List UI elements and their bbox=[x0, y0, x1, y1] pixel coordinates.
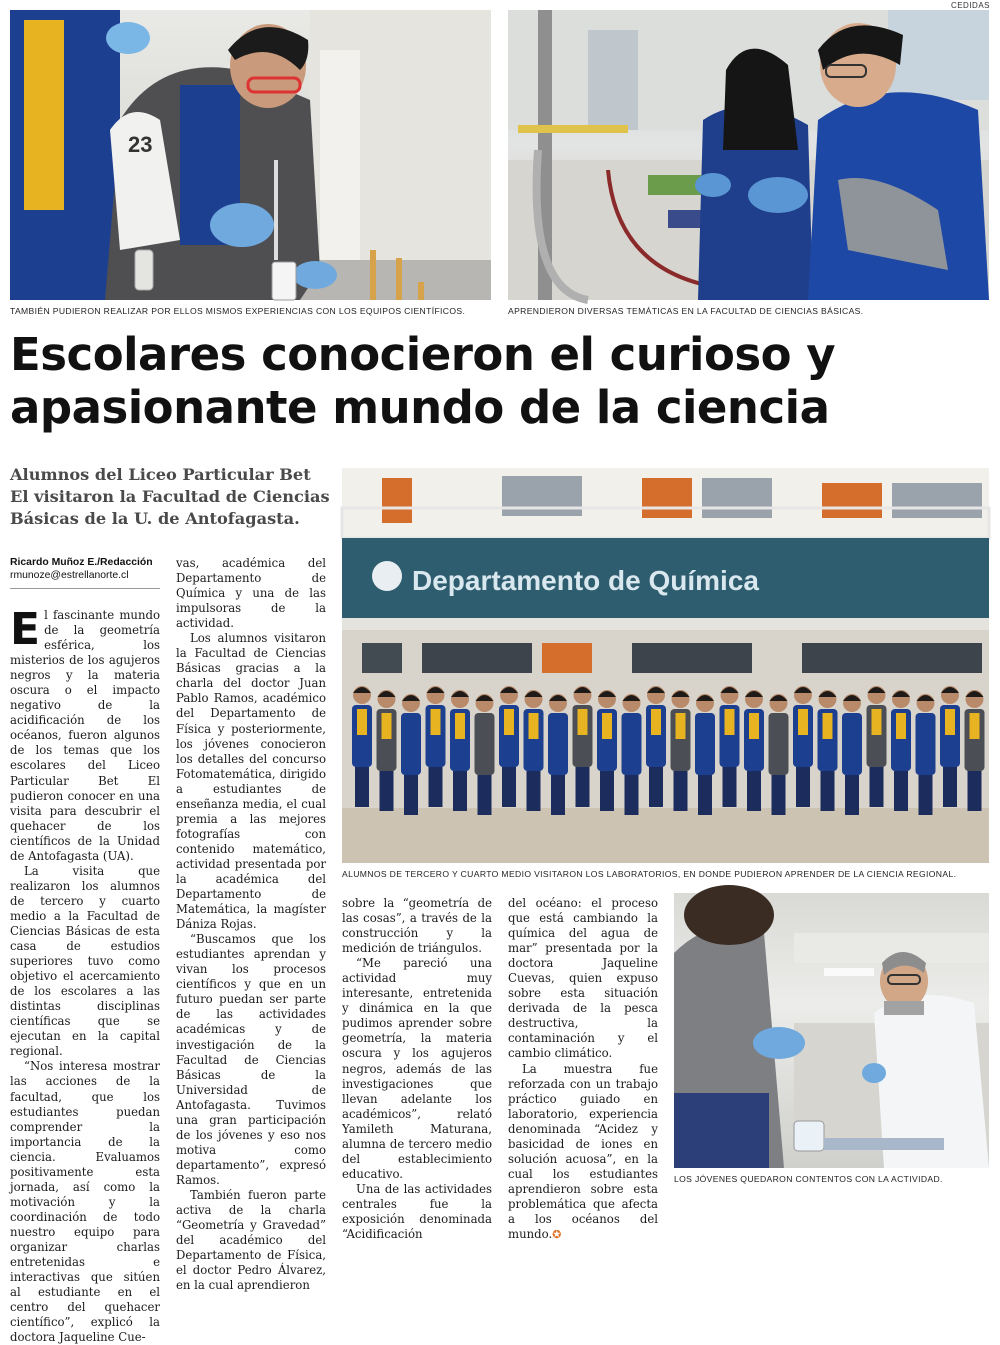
drop-cap: E bbox=[10, 604, 41, 655]
article-deck: Alumnos del Liceo Particular Bet El visitaron la Facultad de Ciencias Básicas de la U. de Antofagasta. bbox=[10, 465, 330, 528]
byline-author: Ricardo Muñoz E./Redacción bbox=[10, 557, 153, 568]
photo-lab-demonstration bbox=[674, 893, 989, 1168]
photo-credit: CEDIDAS bbox=[950, 1, 990, 10]
article-column-4 bbox=[508, 896, 658, 1242]
photo-caption: LOS JÓVENES QUEDARON CONTENTOS CON LA ACTIVIDAD. bbox=[674, 1174, 943, 1184]
photo-caption: TAMBIÉN PUDIERON REALIZAR POR ELLOS MISMOS EXPERIENCIAS CON LOS EQUIPOS CIENTÍFICOS. bbox=[10, 306, 466, 316]
paragraph: También fueron parte activa de la charla “Geometría y Gravedad” del académico del Departamento de Física, el doctor Pedro Álvarez, en la cual aprendieron bbox=[176, 1187, 326, 1293]
paragraph: vas, académica del Departamento de Química y una de las impulsoras de la actividad. bbox=[176, 556, 326, 631]
paragraph: Los alumnos visitaron la Facultad de Ciencias Básicas gracias a la charla del doctor Juan Pablo Ramos, académico del Departamento de Física y posteriormente, los jóvenes conocieron los detalles del concurso Fotomatemática, dirigido a estudiantes de enseñanza media, el cual premia a las mejores fotografías con contenido matemático, actividad presentada por la académica del Departamento de Matemática, la magíster Dániza Rojas. bbox=[176, 631, 326, 932]
paragraph: del océano: el proceso que está cambiando la química del agua de mar” presentada por la doctora Jaqueline Cuevas, quien expuso sobre esta situación derivada de la pesca destructiva, la contaminación y el cambio climático. bbox=[508, 896, 658, 1061]
building-sign: Departamento de Química bbox=[412, 565, 759, 596]
paragraph-text: l fascinante mundo de la geometría esférica, los misterios de los agujeros negros y la materia oscura o el impacto negativo de la acidificación de los océanos, fueron algunos de los temas que los escolares del Liceo Particular Bet El pudieron conocer en una visita para descubrir el quehacer de los científicos de la Unidad de Antofagasta (UA). bbox=[10, 608, 160, 863]
headline bbox=[10, 328, 990, 434]
byline-email: rmunoze@estrellanorte.cl bbox=[10, 570, 129, 581]
paragraph: “Buscamos que los estudiantes aprendan y vivan los procesos científicos y que en un futuro puedan ser parte de las actividades académicas y de investigación de la Facultad de Ciencias Básicas de la Universidad de Antofagasta. Tuvimos una gran participación de los jóvenes y eso nos motiva como departamento”, expresó Ramos. bbox=[176, 932, 326, 1187]
jersey-number: 23 bbox=[128, 132, 153, 157]
byline bbox=[10, 556, 160, 582]
byline-divider bbox=[10, 588, 160, 589]
paragraph bbox=[10, 604, 160, 864]
photo-caption: ALUMNOS DE TERCERO Y CUARTO MEDIO VISITARON LOS LABORATORIOS, EN DONDE PUDIERON APRENDER DE LA CIENCIA REGIONAL. bbox=[342, 869, 957, 879]
article-column-2 bbox=[176, 556, 326, 1293]
photo-student-experiment bbox=[10, 10, 491, 300]
paragraph: La visita que realizaron los alumnos de tercero y cuarto medio a la Facultad de Ciencias Básicas de esta casa de estudios superiores tuvo como objetivo el acercamiento de los escolares a las distintas disciplinas científicas que se ejecutan en la capital regional. bbox=[10, 863, 160, 1059]
paragraph bbox=[508, 1062, 658, 1243]
paragraph: Una de las actividades centrales fue la exposición denominada “Acidificación bbox=[342, 1181, 492, 1242]
paragraph: “Nos interesa mostrar las acciones de la facultad, que los estudiantes puedan comprender la importancia de la ciencia. Evaluamos positivamente esta jornada, así como la motivación y la coordinación de todo nuestro equipo para organizar charlas entretenidas e interactivas que sitúen al estudiante en el centro del quehacer científico”, explicó la doctora Jaqueline Cue- bbox=[10, 1059, 160, 1345]
paragraph: “Me pareció una actividad muy interesante, entretenida y dinámica en la que pudimos aprender sobre geometría, la materia oscura y los agujeros negros, además de las investigaciones que llevan adelante los académicos”, relató Yamileth Maturana, alumna de tercero medio del establecimiento educativo. bbox=[342, 956, 492, 1181]
paragraph: sobre la “geometría de las cosas”, a través de la construcción y la medición de triángulos. bbox=[342, 896, 492, 956]
photo-lab-students bbox=[508, 10, 989, 300]
article-column-1 bbox=[10, 604, 160, 1345]
article-column-3 bbox=[342, 896, 492, 1242]
photo-group-building bbox=[342, 468, 989, 863]
photo-caption: APRENDIERON DIVERSAS TEMÁTICAS EN LA FACULTAD DE CIENCIAS BÁSICAS. bbox=[508, 306, 864, 316]
headline-line-2: apasionante mundo de la ciencia bbox=[10, 381, 830, 434]
paragraph-text: La muestra fue reforzada con un trabajo práctico guiado en laboratorio, experiencia denominada “Acidez y basicidad de iones en solución acuosa”, en la cual los estudiantes aprendieron sobre esta problemática que afecta a los océanos del mundo. bbox=[508, 1061, 658, 1242]
end-mark-icon: ✪ bbox=[552, 1228, 562, 1242]
headline-line-1: Escolares conocieron el curioso y bbox=[10, 328, 836, 381]
